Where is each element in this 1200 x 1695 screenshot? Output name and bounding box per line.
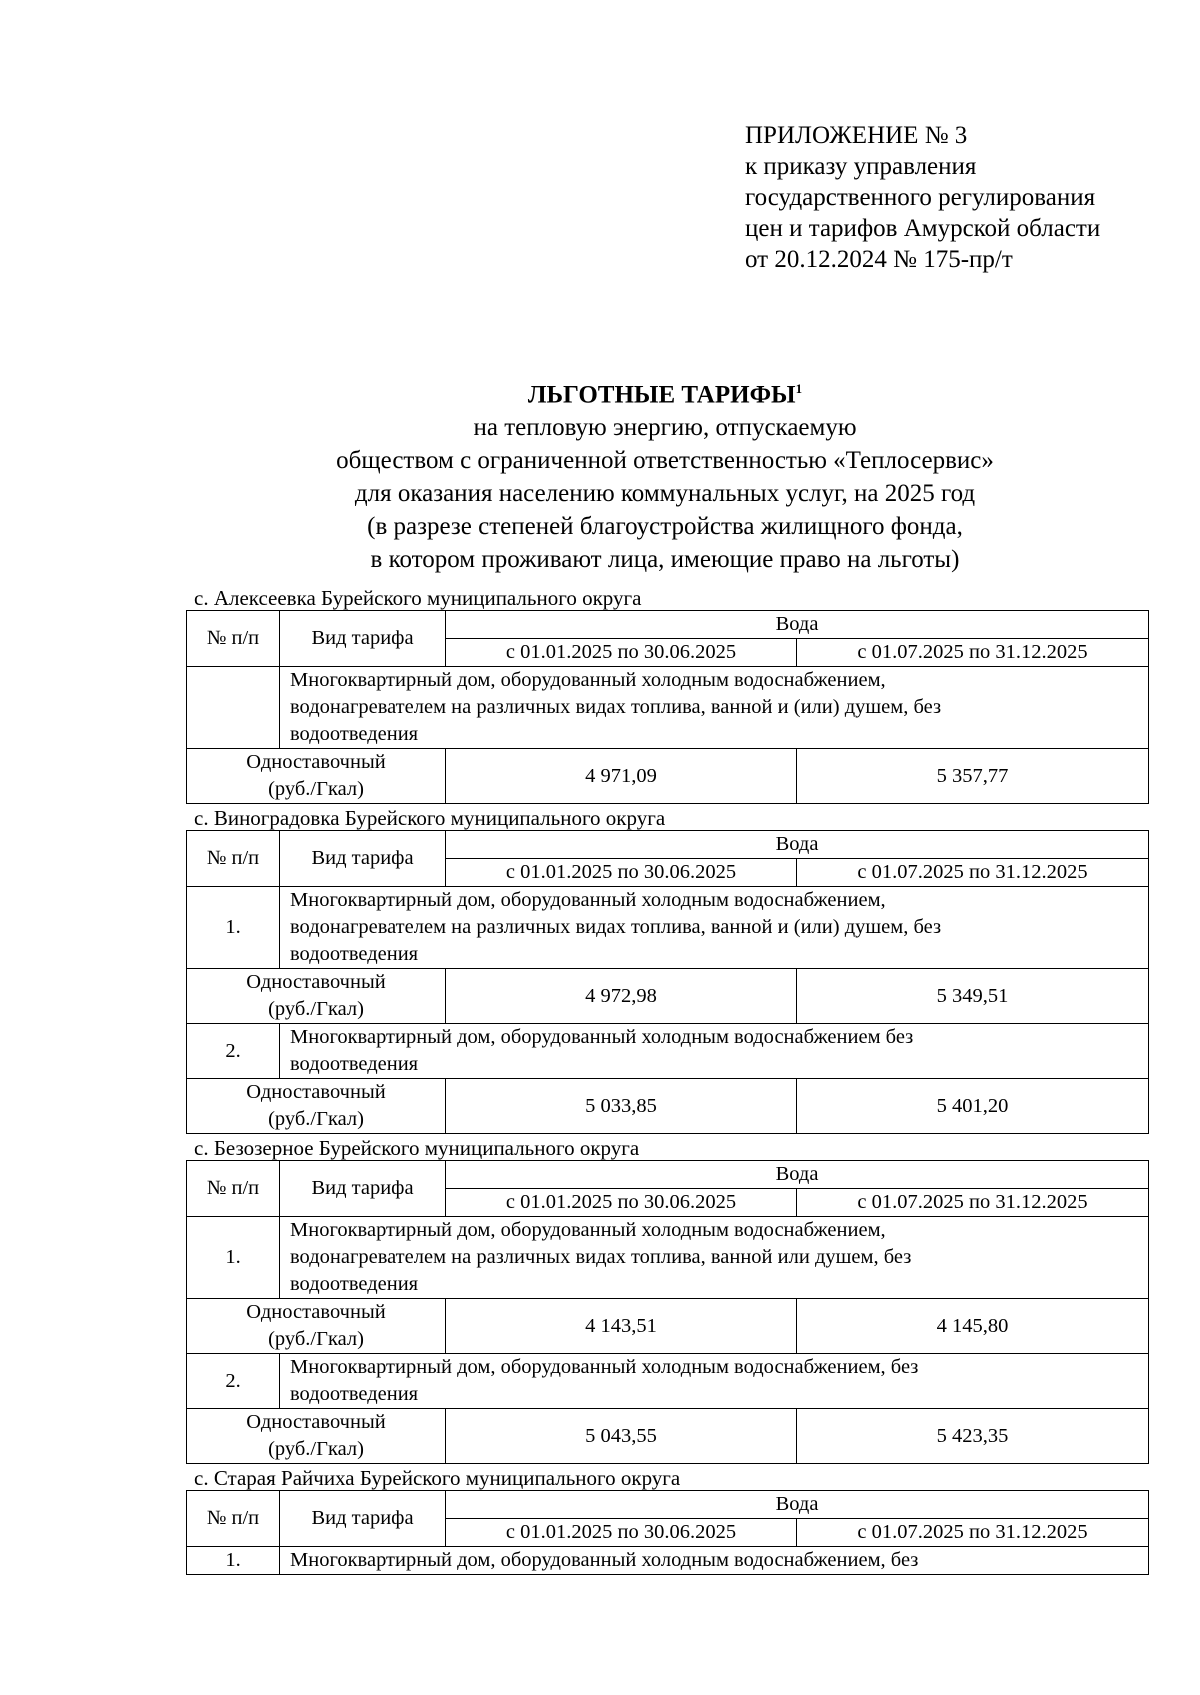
tariff-section	[186, 1466, 1148, 1575]
tariff-value-period-1: 4 972,98	[446, 969, 797, 1024]
tariff-name-cell	[187, 1079, 446, 1134]
description-line: водонагревателем на различных видах топлива, ванной и (или) душем, без	[290, 696, 942, 718]
tariff-name: Одноставочный	[246, 971, 386, 993]
tariff-unit: (руб./Гкал)	[268, 1438, 364, 1460]
document-title	[200, 372, 1130, 576]
table-row	[187, 969, 1149, 1024]
appendix-title: ПРИЛОЖЕНИЕ № 3	[745, 122, 968, 149]
table-row	[187, 667, 1149, 749]
header-water: Вода	[446, 611, 1149, 639]
description-line: водоотведения	[290, 943, 419, 965]
tariff-value-period-2: 5 349,51	[797, 969, 1149, 1024]
tariff-section	[186, 586, 1148, 804]
item-number	[187, 667, 280, 749]
item-number: 1.	[187, 1217, 280, 1299]
item-number: 1.	[187, 887, 280, 969]
header-period-2: с 01.07.2025 по 31.12.2025	[797, 639, 1149, 667]
header-tariff-type: Вид тарифа	[280, 831, 446, 887]
housing-description	[280, 1217, 1149, 1299]
table-row	[187, 749, 1149, 804]
tariff-name: Одноставочный	[246, 1301, 386, 1323]
header-num: № п/п	[187, 1491, 280, 1547]
tariff-value-period-1: 5 033,85	[446, 1079, 797, 1134]
description-line: Многоквартирный дом, оборудованный холодным водоснабжением, без	[290, 1356, 919, 1378]
table-row	[187, 1354, 1149, 1409]
tariff-name-cell	[187, 749, 446, 804]
title-line: в котором проживают лица, имеющие право на льготы)	[370, 546, 960, 574]
tariff-name: Одноставочный	[246, 1411, 386, 1433]
tariff-table	[186, 1160, 1149, 1464]
description-line: Многоквартирный дом, оборудованный холодным водоснабжением, без	[290, 1549, 919, 1571]
description-line: водоотведения	[290, 723, 419, 745]
tariff-name: Одноставочный	[246, 1081, 386, 1103]
title-line: для оказания населению коммунальных услуг, на 2025 год	[354, 480, 976, 508]
description-line: водоотведения	[290, 1383, 419, 1405]
housing-description	[280, 1024, 1149, 1079]
tariff-unit: (руб./Гкал)	[268, 778, 364, 800]
header-period-2: с 01.07.2025 по 31.12.2025	[797, 859, 1149, 887]
header-period-2: с 01.07.2025 по 31.12.2025	[797, 1519, 1149, 1547]
tariff-name-cell	[187, 969, 446, 1024]
tariff-value-period-2: 5 357,77	[797, 749, 1149, 804]
housing-description	[280, 1354, 1149, 1409]
tariff-value-period-1: 5 043,55	[446, 1409, 797, 1464]
table-row	[187, 1024, 1149, 1079]
table-header-row	[187, 831, 1149, 859]
location-label: с. Виноградовка Бурейского муниципального округа	[194, 806, 666, 830]
tariff-name-cell	[187, 1409, 446, 1464]
title-line: на тепловую энергию, отпускаемую	[473, 414, 857, 442]
table-row	[187, 1409, 1149, 1464]
header-period-1: с 01.01.2025 по 30.06.2025	[446, 859, 797, 887]
header-tariff-type: Вид тарифа	[280, 611, 446, 667]
header-period-1: с 01.01.2025 по 30.06.2025	[446, 639, 797, 667]
header-period-1: с 01.01.2025 по 30.06.2025	[446, 1189, 797, 1217]
item-number: 1.	[187, 1547, 280, 1575]
header-period-1: с 01.01.2025 по 30.06.2025	[446, 1519, 797, 1547]
tariff-table	[186, 1490, 1149, 1575]
description-line: Многоквартирный дом, оборудованный холодным водоснабжением без	[290, 1026, 914, 1048]
description-line: Многоквартирный дом, оборудованный холодным водоснабжением,	[290, 669, 886, 691]
tariff-unit: (руб./Гкал)	[268, 998, 364, 1020]
title-main	[200, 372, 1130, 411]
description-line: водоотведения	[290, 1053, 419, 1075]
appendix-line: государственного регулирования	[745, 184, 1096, 211]
table-row	[187, 1299, 1149, 1354]
tariff-value-period-2: 5 401,20	[797, 1079, 1149, 1134]
table-header-row	[187, 611, 1149, 639]
tariff-name: Одноставочный	[246, 751, 386, 773]
tariff-value-period-2: 5 423,35	[797, 1409, 1149, 1464]
location-label: с. Алексеевка Бурейского муниципального округа	[194, 586, 642, 610]
location-label: с. Безозерное Бурейского муниципального округа	[194, 1136, 640, 1160]
appendix-line: от 20.12.2024 № 175-пр/т	[745, 246, 1013, 273]
tariff-value-period-2: 4 145,80	[797, 1299, 1149, 1354]
footnote-mark: 1	[795, 381, 803, 396]
table-row	[187, 887, 1149, 969]
tariff-unit: (руб./Гкал)	[268, 1328, 364, 1350]
tariff-section	[186, 1136, 1148, 1464]
description-line: Многоквартирный дом, оборудованный холодным водоснабжением,	[290, 889, 886, 911]
header-num: № п/п	[187, 611, 280, 667]
tariff-section	[186, 806, 1148, 1134]
description-line: водоотведения	[290, 1273, 419, 1295]
tariff-name-cell	[187, 1299, 446, 1354]
housing-description	[280, 1547, 1149, 1575]
tariff-unit: (руб./Гкал)	[268, 1108, 364, 1130]
housing-description	[280, 667, 1149, 749]
table-header-row	[187, 1491, 1149, 1519]
housing-description	[280, 887, 1149, 969]
description-line: водонагревателем на различных видах топлива, ванной или душем, без	[290, 1246, 912, 1268]
table-row	[187, 1217, 1149, 1299]
header-tariff-type: Вид тарифа	[280, 1491, 446, 1547]
location-label: с. Старая Райчиха Бурейского муниципального округа	[194, 1466, 681, 1490]
table-row	[187, 1547, 1149, 1575]
header-water: Вода	[446, 831, 1149, 859]
table-row	[187, 1079, 1149, 1134]
header-period-2: с 01.07.2025 по 31.12.2025	[797, 1189, 1149, 1217]
description-line: водонагревателем на различных видах топлива, ванной и (или) душем, без	[290, 916, 942, 938]
title-line: обществом с ограниченной ответственностью «Теплосервис»	[336, 447, 994, 475]
description-line: Многоквартирный дом, оборудованный холодным водоснабжением,	[290, 1219, 886, 1241]
tariff-table	[186, 830, 1149, 1134]
header-water: Вода	[446, 1161, 1149, 1189]
tariff-value-period-1: 4 971,09	[446, 749, 797, 804]
item-number: 2.	[187, 1354, 280, 1409]
header-num: № п/п	[187, 831, 280, 887]
tariff-table	[186, 610, 1149, 804]
title-text: ЛЬГОТНЫЕ ТАРИФЫ	[527, 381, 796, 409]
appendix-line: к приказу управления	[745, 153, 977, 180]
title-line: (в разрезе степеней благоустройства жилищного фонда,	[367, 513, 963, 541]
appendix-block	[745, 120, 1185, 275]
table-header-row	[187, 1161, 1149, 1189]
tariff-value-period-1: 4 143,51	[446, 1299, 797, 1354]
item-number: 2.	[187, 1024, 280, 1079]
header-water: Вода	[446, 1491, 1149, 1519]
header-tariff-type: Вид тарифа	[280, 1161, 446, 1217]
header-num: № п/п	[187, 1161, 280, 1217]
appendix-line: цен и тарифов Амурской области	[745, 215, 1101, 242]
